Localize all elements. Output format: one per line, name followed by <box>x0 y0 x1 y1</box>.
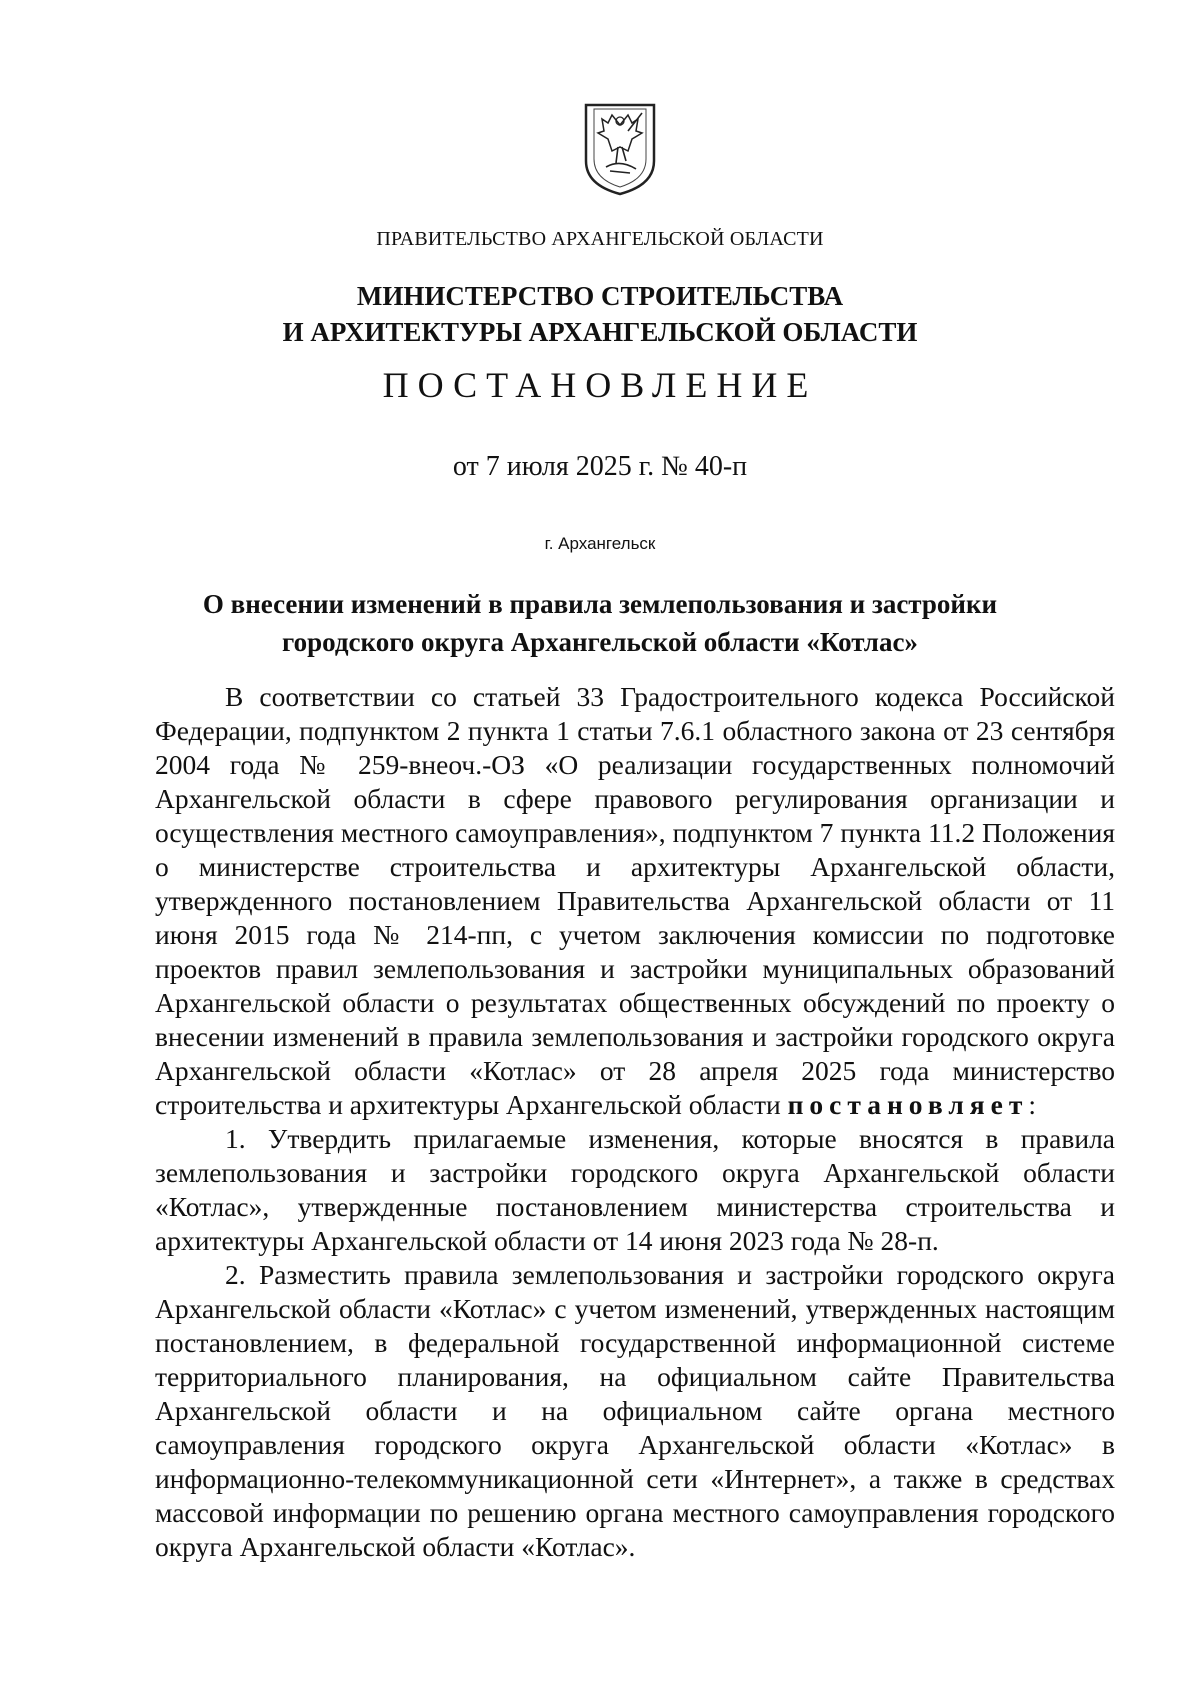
government-name: ПРАВИТЕЛЬСТВО АРХАНГЕЛЬСКОЙ ОБЛАСТИ <box>376 228 824 250</box>
document-title-line2: городского округа Архангельской области «Котлас» <box>282 627 918 657</box>
ministry-name-line2: И АРХИТЕКТУРЫ АРХАНГЕЛЬСКОЙ ОБЛАСТИ <box>282 317 918 347</box>
decides-word: постановляет <box>787 1089 1029 1120</box>
document-title <box>0 585 1200 661</box>
ministry-name-line1: МИНИСТЕРСТВО СТРОИТЕЛЬСТВА <box>356 281 844 311</box>
decides-suffix: : <box>1028 1089 1037 1120</box>
document-title-line1: О внесении изменений в правила землепользования и застройки <box>202 589 998 619</box>
item-2-paragraph: 2. Разместить правила землепользования и застройки городского округа Архангельской области «Котлас» с учетом изменений, утвержденных настоящим постановлением, в федеральной государственной информационной системе территориального планирования, на официальном сайте Правительства Архангельской области и на официальном сайте органа местного самоуправления городского округа Архангельской области «Котлас» в информационно-телекоммуникационной сети «Интернет», а также в средствах массовой информации по решению органа местного самоуправления городского округа Архангельской области «Котлас». <box>155 1259 1115 1562</box>
item-1-paragraph: 1. Утвердить прилагаемые изменения, которые вносятся в правила землепользования и застройки городского округа Архангельской области «Котлас», утвержденные постановлением министерства строительства и архитектуры Архангельской области от 14 июня 2023 года № 28-п. <box>155 1123 1115 1256</box>
document-city: г. Архангельск <box>544 534 656 553</box>
document-date-number: от 7 июля 2025 г. № 40-п <box>452 451 748 482</box>
ministry-name <box>0 278 1200 350</box>
coat-of-arms-emblem <box>582 101 658 197</box>
document-type: ПОСТАНОВЛЕНИЕ <box>382 365 818 405</box>
preamble-text: В соответствии со статьей 33 Градостроительного кодекса Российской Федерации, подпунктом 2 пункта 1 статьи 7.6.1 областного закона от 23 сентября 2004 года № 259-внеоч.-ОЗ «О реализации государственных полномочий Архангельской области в сфере правового регулирования организации и осуществления местного самоуправления», подпунктом 7 пункта 11.2 Положения о министерстве строительства и архитектуры Архангельской области, утвержденного постановлением Правительства Архангельской области от 11 июня 2015 года № 214-пп, с учетом заключения комиссии по подготовке проектов правил землепользования и застройки муниципальных образований Архангельской области о результатах общественных обсуждений по проекту о внесении изменений в правила землепользования и застройки городского округа Архангельской области «Котлас» от 28 апреля 2025 года министерство строительства и архитектуры Архангельской области <box>155 681 1115 1120</box>
document-body <box>155 680 1115 1564</box>
preamble-paragraph <box>155 680 1115 1122</box>
